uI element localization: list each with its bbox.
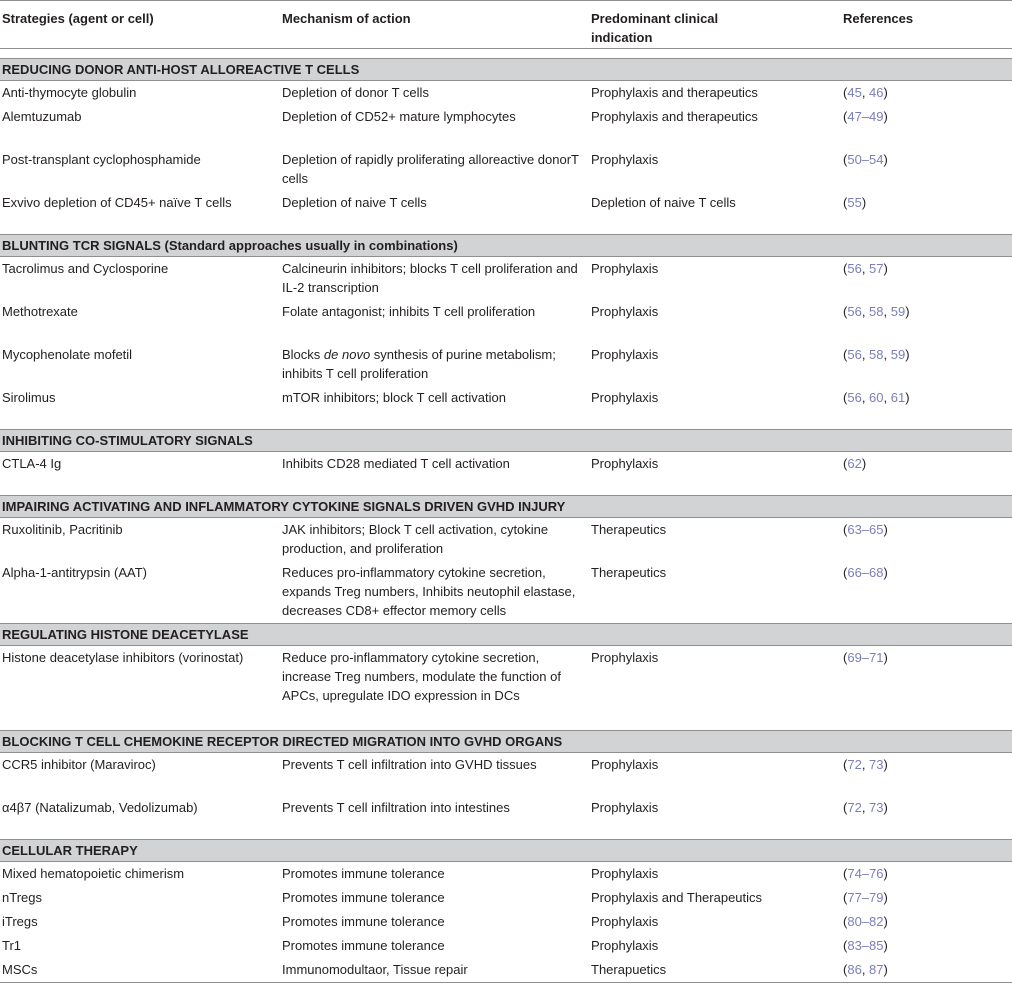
ref-separator: ,: [861, 304, 870, 319]
mechanism-cell: JAK inhibitors; Block T cell activation, cytokine production, and proliferation: [282, 522, 549, 556]
indication-cell: Prophylaxis: [591, 304, 659, 319]
reference-link[interactable]: 58: [869, 347, 884, 362]
ref-separator: ,: [861, 962, 870, 977]
mechanism-cell: Inhibits CD28 mediated T cell activation: [282, 456, 510, 471]
strategy-cell: iTregs: [2, 914, 38, 929]
table-row: [0, 386, 1012, 429]
reference-link[interactable]: 60: [869, 390, 884, 405]
reference-link[interactable]: 72: [847, 757, 862, 772]
strategy-cell: Mycophenolate mofetil: [2, 347, 133, 362]
ref-separator: ,: [883, 304, 891, 319]
strategy-cell: Tacrolimus and Cyclosporine: [2, 261, 169, 276]
indication-cell: Prophylaxis: [591, 390, 659, 405]
reference-link[interactable]: 46: [869, 85, 884, 100]
table-header: [0, 0, 1012, 49]
reference-link[interactable]: 87: [869, 962, 884, 977]
indication-cell: Therapuetics: [591, 962, 667, 977]
indication-cell: Therapeutics: [591, 522, 667, 537]
references-cell: (72, 73): [843, 800, 888, 815]
section-header: REDUCING DONOR ANTI-HOST ALLOREACTIVE T CELLS: [0, 58, 1012, 81]
reference-link[interactable]: 50–54: [847, 152, 884, 167]
references-cell: (56, 60, 61): [843, 390, 910, 405]
reference-link[interactable]: 66–68: [847, 565, 884, 580]
reference-link[interactable]: 61: [890, 390, 906, 405]
header-mechanism: Mechanism of action: [282, 11, 411, 26]
table-row: [0, 910, 1012, 934]
mechanism-cell: Promotes immune tolerance: [282, 938, 445, 953]
reference-link[interactable]: 83–85: [847, 938, 884, 953]
strategy-cell: Mixed hematopoietic chimerism: [2, 866, 185, 881]
references-cell: (72, 73): [843, 757, 888, 772]
table-row: [0, 518, 1012, 561]
reference-link[interactable]: 59: [890, 304, 906, 319]
reference-link[interactable]: 59: [890, 347, 906, 362]
mechanism-text: Blocks: [282, 347, 324, 362]
mechanism-cell: Depletion of naive T cells: [282, 195, 427, 210]
reference-link[interactable]: 47–49: [847, 109, 884, 124]
references-cell: (56, 57): [843, 261, 888, 276]
indication-cell: Therapeutics: [591, 565, 667, 580]
table-row: [0, 191, 1012, 234]
references-cell: (45, 46): [843, 85, 888, 100]
reference-link[interactable]: 80–82: [847, 914, 884, 929]
mechanism-cell: Prevents T cell infiltration into GVHD tissues: [282, 757, 537, 772]
indication-cell: Prophylaxis: [591, 757, 659, 772]
reference-link[interactable]: 86: [847, 962, 862, 977]
strategy-cell: Histone deacetylase inhibitors (vorinostat): [2, 650, 244, 665]
reference-link[interactable]: 77–79: [847, 890, 884, 905]
table-row: [0, 148, 1012, 191]
ref-separator: ,: [861, 347, 870, 362]
references-cell: (55): [843, 195, 867, 210]
references-cell: (56, 58, 59): [843, 347, 910, 362]
mechanism-cell: Depletion of CD52+ mature lymphocytes: [282, 109, 516, 124]
references-cell: (50–54): [843, 152, 888, 167]
mechanism-italic: de novo: [323, 347, 371, 362]
table-body: [0, 58, 1012, 983]
mechanism-cell: Promotes immune tolerance: [282, 914, 445, 929]
references-cell: (47–49): [843, 109, 888, 124]
table-row: [0, 561, 1012, 623]
indication-cell: Prophylaxis: [591, 152, 659, 167]
ref-separator: ,: [861, 800, 870, 815]
header-indication-line2: indication: [591, 30, 653, 45]
mechanism-cell: Prevents T cell infiltration into intestines: [282, 800, 510, 815]
indication-cell: Prophylaxis: [591, 261, 659, 276]
indication-cell: Prophylaxis and Therapeutics: [591, 890, 763, 905]
ref-separator: ,: [861, 757, 870, 772]
indication-cell: Prophylaxis and therapeutics: [591, 109, 758, 124]
table-row: [0, 646, 1012, 730]
table-row: [0, 343, 1012, 386]
reference-link[interactable]: 58: [869, 304, 884, 319]
reference-link[interactable]: 73: [869, 757, 884, 772]
table-row: [0, 934, 1012, 958]
strategy-cell: Exvivo depletion of CD45+ naïve T cells: [2, 195, 232, 210]
strategy-cell: Sirolimus: [2, 390, 56, 405]
strategy-cell: nTregs: [2, 890, 42, 905]
reference-link[interactable]: 72: [847, 800, 862, 815]
mechanism-cell: Immunomodultaor, Tissue repair: [282, 962, 468, 977]
references-cell: (66–68): [843, 565, 888, 580]
strategy-cell: CTLA-4 Ig: [2, 456, 62, 471]
section-header: CELLULAR THERAPY: [0, 839, 1012, 862]
indication-cell: Prophylaxis and therapeutics: [591, 85, 758, 100]
mechanism-cell: Reduces pro-inflammatory cytokine secretion, expands Treg numbers, Inhibits neutophil elastase, decreases CD8+ effector memory cells: [282, 565, 576, 618]
indication-cell: Prophylaxis: [591, 866, 659, 881]
references-cell: (56, 58, 59): [843, 304, 910, 319]
reference-link[interactable]: 56: [847, 304, 862, 319]
references-cell: (77–79): [843, 890, 888, 905]
header-indication-line1: Predominant clinical: [591, 11, 719, 26]
references-cell: (62): [843, 456, 867, 471]
ref-separator: ,: [861, 390, 870, 405]
reference-link[interactable]: 73: [869, 800, 884, 815]
strategy-cell: Post-transplant cyclophosphamide: [2, 152, 201, 167]
reference-link[interactable]: 74–76: [847, 866, 884, 881]
reference-link[interactable]: 62: [847, 456, 862, 471]
header-indication: [589, 1, 841, 48]
header-strategies: Strategies (agent or cell): [2, 11, 154, 26]
ref-separator: ,: [883, 390, 891, 405]
table-row: [0, 862, 1012, 886]
strategy-cell: α4β7 (Natalizumab, Vedolizumab): [2, 800, 198, 815]
table-row: [0, 796, 1012, 839]
mechanism-cell: Depletion of rapidly proliferating alloreactive donorT cells: [282, 152, 579, 186]
section-header: BLUNTING TCR SIGNALS (Standard approaches usually in combinations): [0, 234, 1012, 257]
table-row: [0, 257, 1012, 300]
section-header: BLOCKING T CELL CHEMOKINE RECEPTOR DIRECTED MIGRATION INTO GVHD ORGANS: [0, 730, 1012, 753]
header-references: References: [843, 11, 914, 26]
mechanism-cell: [280, 343, 589, 386]
reference-link[interactable]: 55: [847, 195, 862, 210]
mechanism-cell: mTOR inhibitors; block T cell activation: [282, 390, 506, 405]
indication-cell: Prophylaxis: [591, 800, 659, 815]
table-row: [0, 958, 1012, 983]
reference-link[interactable]: 56: [847, 261, 862, 276]
table-row: [0, 452, 1012, 495]
table-row: [0, 81, 1012, 105]
strategy-cell: Methotrexate: [2, 304, 78, 319]
strategy-cell: Tr1: [2, 938, 22, 953]
mechanism-cell: Promotes immune tolerance: [282, 866, 445, 881]
indication-cell: Prophylaxis: [591, 347, 659, 362]
table-row: [0, 105, 1012, 148]
mechanism-text: synthesis of purine metabolism; inhibits T cell proliferation: [282, 347, 556, 381]
strategy-cell: Ruxolitinib, Pacritinib: [2, 522, 123, 537]
reference-link[interactable]: 56: [847, 347, 862, 362]
strategy-cell: Anti-thymocyte globulin: [2, 85, 137, 100]
section-header: INHIBITING CO-STIMULATORY SIGNALS: [0, 429, 1012, 452]
references-cell: (63–65): [843, 522, 888, 537]
table-row: [0, 886, 1012, 910]
section-header: IMPAIRING ACTIVATING AND INFLAMMATORY CYTOKINE SIGNALS DRIVEN GVHD INJURY: [0, 495, 1012, 518]
ref-separator: ,: [861, 261, 870, 276]
indication-cell: Prophylaxis: [591, 914, 659, 929]
indication-cell: Prophylaxis: [591, 456, 659, 471]
strategy-cell: CCR5 inhibitor (Maraviroc): [2, 757, 156, 772]
table-row: [0, 300, 1012, 343]
section-header: REGULATING HISTONE DEACETYLASE: [0, 623, 1012, 646]
reference-link[interactable]: 69–71: [847, 650, 884, 665]
mechanism-cell: Calcineurin inhibitors; blocks T cell proliferation and IL-2 transcription: [282, 261, 578, 295]
indication-cell: Prophylaxis: [591, 938, 659, 953]
indication-cell: Prophylaxis: [591, 650, 659, 665]
references-cell: (80–82): [843, 914, 888, 929]
table-row: [0, 753, 1012, 796]
references-cell: (83–85): [843, 938, 888, 953]
strategy-cell: MSCs: [2, 962, 38, 977]
references-cell: (74–76): [843, 866, 888, 881]
mechanism-cell: Promotes immune tolerance: [282, 890, 445, 905]
references-cell: (86, 87): [843, 962, 888, 977]
strategy-cell: Alpha-1-antitrypsin (AAT): [2, 565, 147, 580]
ref-separator: ,: [861, 85, 870, 100]
mechanism-cell: Folate antagonist; inhibits T cell proliferation: [282, 304, 536, 319]
reference-link[interactable]: 57: [869, 261, 884, 276]
reference-link[interactable]: 45: [847, 85, 862, 100]
mechanism-cell: Reduce pro-inflammatory cytokine secretion, increase Treg numbers, modulate the function of APCs, upregulate IDO expression in DCs: [282, 650, 561, 703]
ref-separator: ,: [883, 347, 891, 362]
indication-cell: Depletion of naive T cells: [591, 195, 736, 210]
mechanism-cell: Depletion of donor T cells: [282, 85, 429, 100]
references-cell: (69–71): [843, 650, 888, 665]
reference-link[interactable]: 63–65: [847, 522, 884, 537]
reference-link[interactable]: 56: [847, 390, 862, 405]
strategy-cell: Alemtuzumab: [2, 109, 82, 124]
